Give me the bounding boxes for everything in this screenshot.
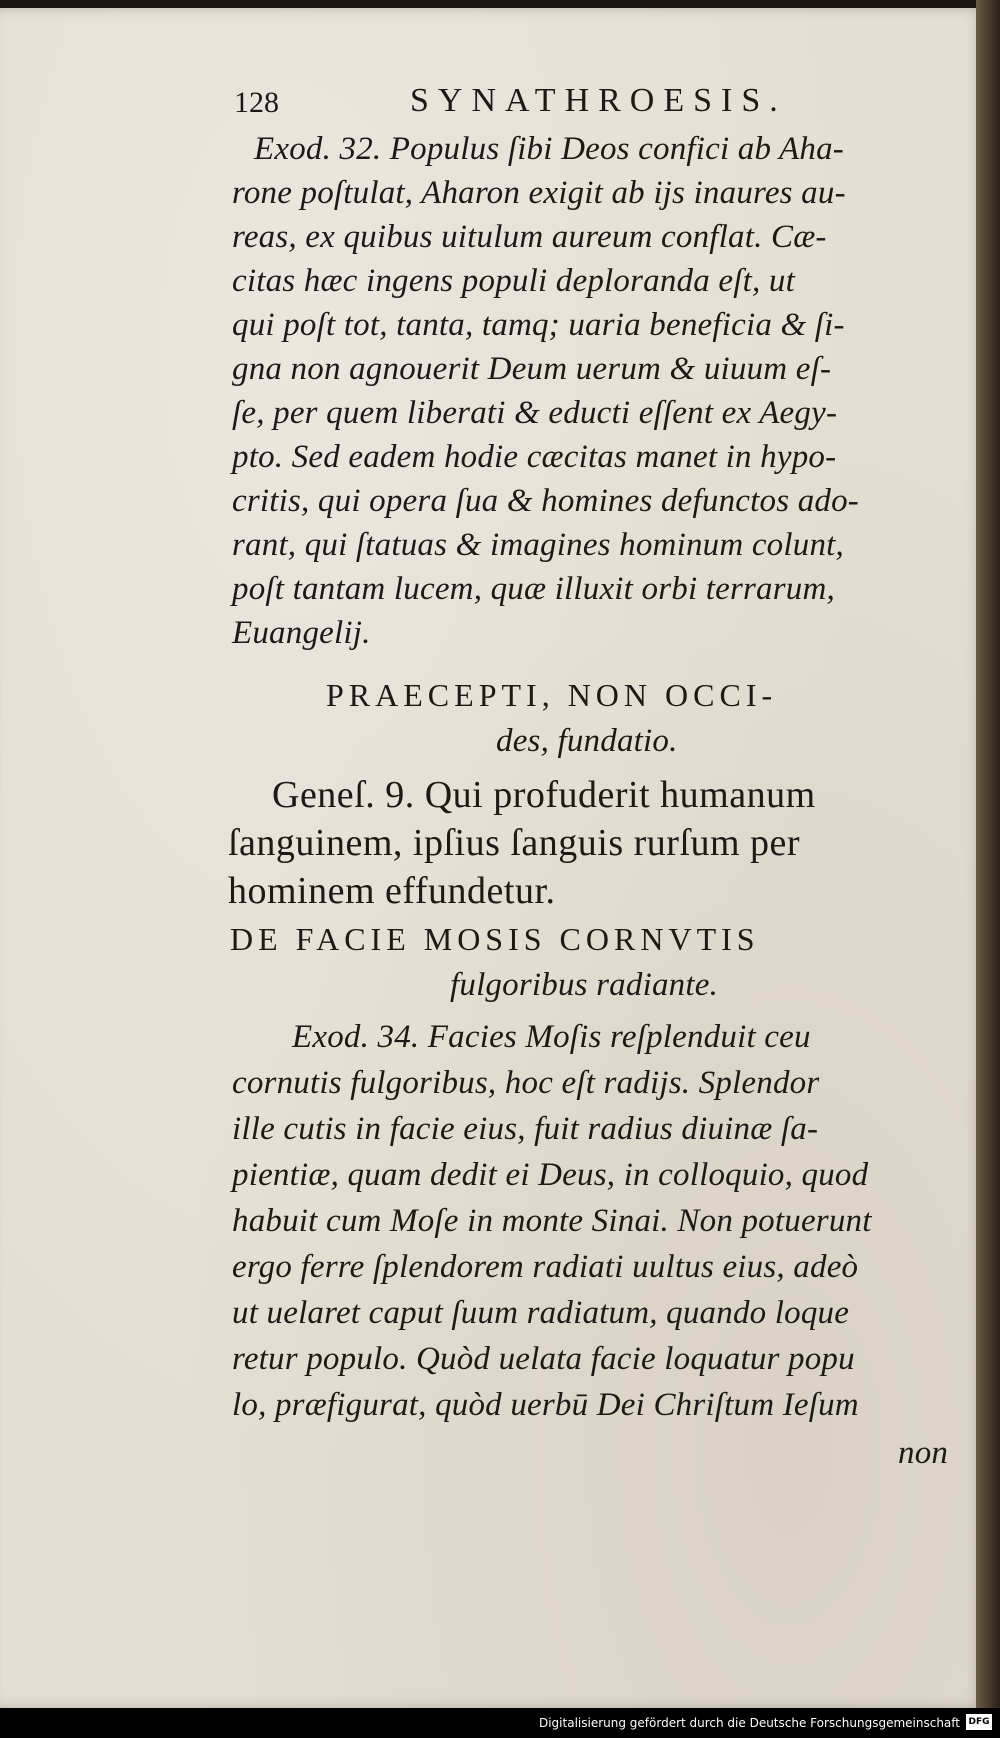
text-line: retur populo. Quòd uelata facie loquatur popu [232, 1341, 855, 1377]
text-line: Exod. 34. Facies Moſis reſplenduit ceu [292, 1019, 811, 1055]
text-line: ergo ferre ſplendorem radiati uultus eius, adeò [232, 1249, 859, 1285]
heading-line: des, fundatio. [496, 723, 678, 759]
running-title: SYNATHROESIS. [410, 82, 787, 119]
text-line: gna non agnouerit Deum uerum & uiuum eſ- [232, 351, 832, 387]
page-number: 128 [234, 86, 279, 119]
text-line: Euangelij. [232, 615, 371, 651]
digitization-footer [0, 1708, 1000, 1738]
book-page [0, 8, 992, 1708]
text-line: rant, qui ſtatuas & imagines hominum colunt, [232, 527, 844, 563]
text-line: pto. Sed eadem hodie cæcitas manet in hypo- [232, 439, 837, 475]
text-line: citas hæc ingens populi deploranda eſt, ut [232, 263, 795, 299]
text-line: Geneſ. 9. Qui profuderit humanum [272, 774, 816, 816]
text-line: pientiæ, quam dedit ei Deus, in colloquio, quod [232, 1157, 869, 1193]
heading-line: fulgoribus radiante. [450, 967, 719, 1003]
text-line: rone poſtulat, Aharon exigit ab ijs inaures au- [232, 175, 846, 211]
text-line: ſanguinem, ipſius ſanguis rurſum per [228, 822, 801, 864]
text-line: critis, qui opera ſua & homines defunctos ado- [232, 483, 859, 519]
dfg-logo-icon: DFG [966, 1714, 992, 1730]
text-line: ſe, per quem liberati & educti eſſent ex Aegy- [232, 395, 838, 431]
text-line: habuit cum Moſe in monte Sinai. Non potuerunt [232, 1203, 872, 1239]
text-line: lo, præfigurat, quòd uerbū Dei Chriſtum Ieſum [232, 1387, 859, 1423]
text-line: hominem effundetur. [228, 870, 556, 912]
heading-line: PRAECEPTI, NON OCCI- [326, 677, 778, 713]
text-line: ille cutis in facie eius, fuit radius diuinæ ſa- [232, 1111, 819, 1147]
text-line: ut uelaret caput ſuum radiatum, quando loque [232, 1295, 850, 1331]
text-line: reas, ex quibus uitulum aureum conflat. Cæ- [232, 219, 827, 255]
heading-line: DE FACIE MOSIS CORNVTIS [230, 921, 760, 957]
footer-credit: Digitalisierung gefördert durch die Deutsche Forschungsgemeinschaft [538, 1716, 960, 1730]
page-edge-shadow [976, 0, 1000, 1708]
text-line: qui poſt tot, tanta, tamq; uaria beneficia & ſi- [232, 307, 845, 343]
text-line: cornutis fulgoribus, hoc eſt radijs. Splendor [232, 1065, 820, 1101]
text-line: poſt tantam lucem, quæ illuxit orbi terrarum, [232, 571, 835, 607]
text-line: Exod. 32. Populus ſibi Deos confici ab Aha- [254, 131, 844, 167]
catchword: non [898, 1435, 949, 1471]
